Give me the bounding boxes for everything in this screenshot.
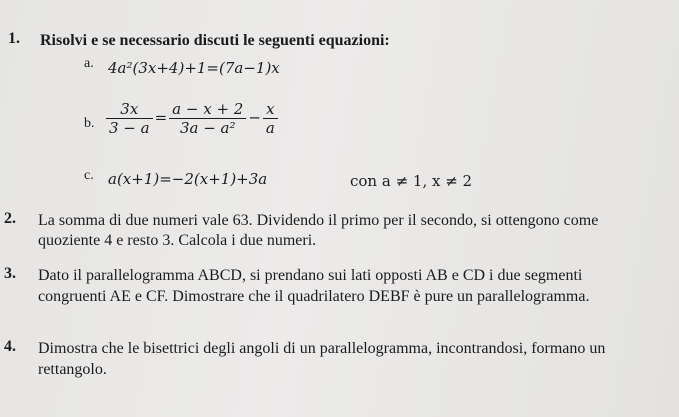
equation-a: 4a²(3x+4)+1=(7a−1)x — [108, 59, 280, 77]
exercise-3-number: 3. — [4, 265, 16, 282]
fraction-3-denominator: a — [263, 118, 278, 137]
equation-b — [104, 100, 280, 137]
exercise-3-line-2: congruenti AE e CF. Dimostrare che il quadrilatero DEBF è pure un parallelogramma. — [38, 288, 590, 305]
exercise-2-line-1: La somma di due numeri vale 63. Dividendo il primo per il secondo, si ottengono come — [38, 212, 599, 229]
fraction-2-numerator: a − x + 2 — [172, 100, 244, 118]
fraction-1-numerator: 3x — [120, 100, 139, 118]
sub-item-b-label: b. — [84, 116, 95, 131]
minus-sign: − — [248, 108, 261, 127]
exercise-1-number: 1. — [8, 30, 20, 47]
fraction-3 — [263, 100, 278, 137]
exercise-4-line-1: Dimostra che le bisettrici degli angoli di un parallelogramma, incontrandosi, formano un — [38, 340, 606, 357]
equals-sign: = — [154, 108, 168, 127]
exercise-1-text: Risolvi e se necessario discuti le seguenti equazioni: — [40, 32, 390, 49]
fraction-2 — [169, 100, 246, 137]
exercise-3-line-1: Dato il parallelogramma ABCD, si prendano sui lati opposti AB e CD i due segmenti — [38, 267, 583, 284]
exercise-2-number: 2. — [4, 210, 16, 227]
sub-item-a-label: a. — [84, 56, 94, 71]
exercise-2-line-2: quoziente 4 e resto 3. Calcola i due numeri. — [38, 232, 317, 249]
exercise-4-line-2: rettangolo. — [38, 361, 107, 378]
condition-c: con a ≠ 1, x ≠ 2 — [350, 172, 473, 190]
fraction-1-denominator: 3 − a — [106, 118, 153, 137]
fraction-1 — [106, 100, 153, 137]
equation-c: a(x+1)=−2(x+1)+3a — [108, 170, 268, 188]
sub-item-c-label: c. — [84, 168, 94, 183]
fraction-3-numerator: x — [266, 100, 275, 118]
fraction-2-denominator: 3a − a² — [169, 118, 246, 137]
exercise-4-number: 4. — [4, 338, 16, 355]
